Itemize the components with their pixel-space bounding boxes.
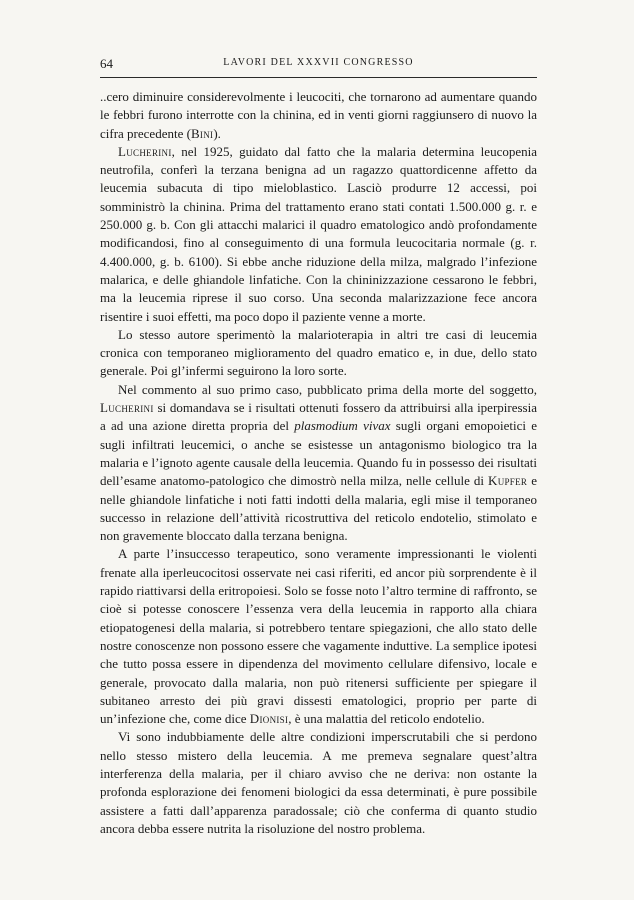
text-run: A parte l’insuccesso terapeutico, sono veramente impressionanti le violenti frenate alla iperleucocitosi osservate nei casi riferiti, ed ancor più sorprendente è il rapido riattivarsi della eritropoiesi. Solo se fosse noto l’altro termine di raffronto, se cioè si potesse conoscere l’essenza vera della leucemia in rapporto alla chiara etiopatogenesi della malaria, si potrebbero tentare spiegazioni, che allo stato delle nostre conoscenze non possono essere che vagamente induttive. La semplice ipotesi che tutto possa essere in dipendenza del movimento cellulare difensivo, locale e generale, provocato dalla malaria, non può ritenersi sufficiente per spiegare il subitaneo arresto dei più gravi dissesti ematologici, proprio per parte di un’infezione che, come dice: [100, 546, 537, 727]
italic-term: plasmodium vivax: [294, 418, 391, 434]
text-run: ).: [213, 125, 221, 141]
body-text: [100, 88, 537, 838]
paragraph: [100, 381, 537, 546]
text-run: , è una malattia del reticolo endotelio.: [288, 711, 485, 727]
text-run: Lo stesso autore sperimentò la malarioterapia in altri tre casi di leucemia cronica con temporaneo miglioramento del quadro ematico e, in due, dello stato generale. Poi gl’infermi seguirono la loro sorte.: [100, 326, 537, 379]
paragraph: [100, 728, 537, 838]
paragraph: [100, 143, 537, 326]
page-number: 64: [100, 56, 113, 71]
paragraph: [100, 545, 537, 728]
header-rule: [100, 77, 537, 78]
paragraph: [100, 326, 537, 381]
author-name: Lucherini: [100, 400, 154, 416]
text-run: sugli organi emopoietici e sugli infiltrati leucemici, o anche se esistesse un antagonismo biologico tra la malaria e l’ignoto agente causale della leucemia. Quando fu in possesso dei risultati dell’esame anatomo-patologico che dimostrò nella milza, nelle cellule di: [100, 418, 538, 489]
author-name: Bini: [190, 125, 214, 141]
text-run: ..cero diminuire considerevolmente i leucociti, che tornarono ad aumentare quando le febbri furono interrotte con la chinina, ed in venti giorni raggiunsero di nuovo la cifra precedente (: [100, 89, 537, 141]
text-run: si domandava se i risultati ottenuti fossero da attribuirsi alla iperpiressia a ad una azione diretta propria del: [100, 400, 537, 434]
author-name: Dionisi: [249, 711, 289, 727]
text-run: Vi sono indubbiamente delle altre condizioni imperscrutabili che si perdono nello stesso mistero della leucemia. A me premeva segnalare quest’altra interferenza della malaria, per il chiaro avviso che ne deriva: non ostante la profonda esplorazione dei fenomeni biologici da essa determinati, è pure possibile assistere a fatti dall’apparenza paradossale; ciò che conferma di quanto studio ancora debba essere nutrita la risoluzione del nostro problema.: [100, 729, 537, 836]
running-head: LAVORI DEL XXXVII CONGRESSO: [223, 57, 414, 68]
text-run: e nelle ghiandole linfatiche i noti fatti indotti della malaria, egli mise il temporaneo successo in relazione dell’attività ricostruttiva del reticolo endotelio, stimolato e non gravemente bloccato dalla terzana benigna.: [100, 473, 537, 544]
author-name: Kupfer: [488, 473, 528, 489]
text-run: , nel 1925, guidato dal fatto che la malaria determina leucopenia neutrofila, conferì la terzana benigna ad un ragazzo quattordicenne affetto da leucemia subacuta di tipo mieloblastico. Lasciò produrre 12 accessi, poi somministrò la chinina. Prima del trattamento erano stati contati 1.500.000 g. r. e 250.000 g. b. Con gli attacchi malarici il quadro ematologico andò profondamente modificandosi, fino al conseguimento di una formula leucocitaria normale (g. r. 4.400.000, g. b. 6100). Si ebbe anche riduzione della milza, malgrado l’infezione malarica, e delle ghiandole linfatiche. Con la chininizzazione cessarono le febbri, ma la leucemia riprese il suo corso. Una seconda malarizzazione fece ancora risentire i suoi effetti, ma poco dopo il paziente venne a morte.: [100, 143, 537, 324]
paragraph: [100, 88, 537, 143]
text-run: Nel commento al suo primo caso, pubblicato prima della morte del soggetto,: [118, 381, 537, 397]
page-header: [100, 56, 537, 74]
author-name: Lucherini: [118, 143, 172, 159]
